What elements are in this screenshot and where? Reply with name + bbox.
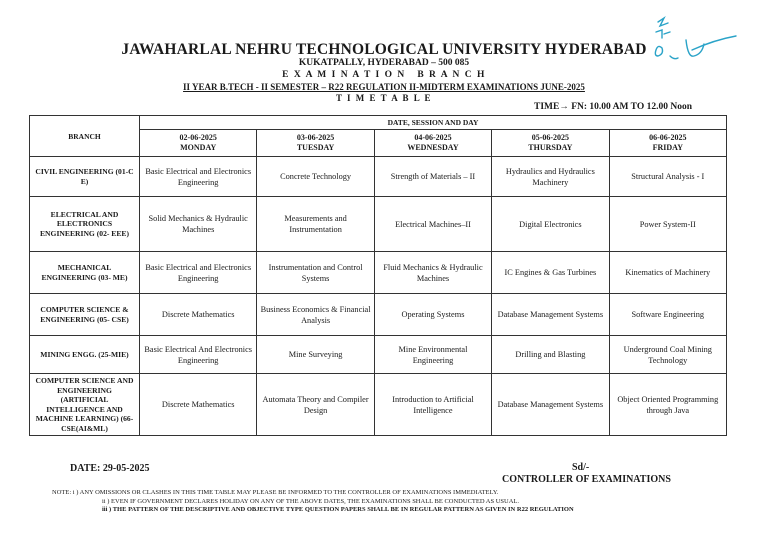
branch-header: BRANCH xyxy=(30,116,140,157)
university-title: JAWAHARLAL NEHRU TECHNOLOGICAL UNIVERSITY HYDERABAD xyxy=(121,41,647,58)
timetable xyxy=(29,115,727,436)
table-row xyxy=(30,336,727,374)
branch-cell: CIVIL ENGINEERING (01-C E) xyxy=(30,157,140,197)
table-row xyxy=(30,157,727,197)
branch-cell: ELECTRICAL AND ELECTRONICS ENGINEERING (02- EEE) xyxy=(30,197,140,252)
subject-cell: Strength of Materials – II xyxy=(374,157,491,197)
subject-cell: Solid Mechanics & Hydraulic Machines xyxy=(140,197,257,252)
subject-cell: Drilling and Blasting xyxy=(492,336,609,374)
subject-cell: Object Oriented Programming through Java xyxy=(609,374,726,436)
branch-cell: MINING ENGG. (25-MIE) xyxy=(30,336,140,374)
day-header: 03-06-2025 TUESDAY xyxy=(257,130,374,157)
subject-cell: Concrete Technology xyxy=(257,157,374,197)
subject-cell: Basic Electrical and Electronics Engineering xyxy=(140,252,257,294)
day-header: 06-06-2025 FRIDAY xyxy=(609,130,726,157)
table-row xyxy=(30,197,727,252)
day-header: 05-06-2025 THURSDAY xyxy=(492,130,609,157)
table-row xyxy=(30,252,727,294)
note-2: ii ) EVEN IF GOVERNMENT DECLARES HOLIDAY ON ANY OF THE ABOVE DATES, THE EXAMINATIONS SHALL BE CONDUCTED AS USUAL. xyxy=(102,498,520,505)
subject-cell: Basic Electrical and Electronics Engineering xyxy=(140,157,257,197)
subject-cell: Discrete Mathematics xyxy=(140,374,257,436)
table-row xyxy=(30,374,727,436)
subject-cell: Kinematics of Machinery xyxy=(609,252,726,294)
subject-cell: Structural Analysis - I xyxy=(609,157,726,197)
subject-cell: Introduction to Artificial Intelligence xyxy=(374,374,491,436)
subject-cell: Discrete Mathematics xyxy=(140,294,257,336)
subject-cell: Mine Environmental Engineering xyxy=(374,336,491,374)
subject-cell: Basic Electrical And Electronics Engineering xyxy=(140,336,257,374)
subject-cell: Fluid Mechanics & Hydraulic Machines xyxy=(374,252,491,294)
subject-cell: Database Management Systems xyxy=(492,374,609,436)
note-3: iii ) THE PATTERN OF THE DESCRIPTIVE AND OBJECTIVE TYPE QUESTION PAPERS SHALL BE IN REGULAR PATTERN AS GIVEN IN R22 REGULATION xyxy=(102,506,574,513)
day-header: 02-06-2025 MONDAY xyxy=(140,130,257,157)
exam-subtitle: II YEAR B.TECH - II SEMESTER – R22 REGULATION II-MIDTERM EXAMINATIONS JUNE-2025 xyxy=(183,82,585,92)
handwritten-signature xyxy=(644,10,740,80)
subject-cell: Mine Surveying xyxy=(257,336,374,374)
subject-cell: IC Engines & Gas Turbines xyxy=(492,252,609,294)
timetable-heading: T I M E T A B L E xyxy=(335,93,433,103)
examination-branch: E X A M I N A T I O N B R A N C H xyxy=(282,70,486,80)
signed-marker: Sd/- xyxy=(572,462,590,473)
note-1: NOTE: i ) ANY OMISSIONS OR CLASHES IN THIS TIME TABLE MAY PLEASE BE INFORMED TO THE CONTROLLER OF EXAMINATIONS IMMEDIATELY. xyxy=(52,489,499,496)
university-address: KUKATPALLY, HYDERABAD – 500 085 xyxy=(298,58,470,68)
subject-cell: Instrumentation and Control Systems xyxy=(257,252,374,294)
subject-cell: Hydraulics and Hydraulics Machinery xyxy=(492,157,609,197)
subject-cell: Measurements and Instrumentation xyxy=(257,197,374,252)
subject-cell: Underground Coal Mining Technology xyxy=(609,336,726,374)
subject-cell: Electrical Machines–II xyxy=(374,197,491,252)
branch-cell: COMPUTER SCIENCE AND ENGINEERING (ARTIFICIAL INTELLIGENCE AND MACHINE LEARNING) (66-CSE(AI&ML) xyxy=(30,374,140,436)
branch-cell: COMPUTER SCIENCE & ENGINEERING (05- CSE) xyxy=(30,294,140,336)
subject-cell: Database Management Systems xyxy=(492,294,609,336)
controller-title: CONTROLLER OF EXAMINATIONS xyxy=(502,474,671,485)
subject-cell: Business Economics & Financial Analysis xyxy=(257,294,374,336)
table-row xyxy=(30,294,727,336)
subject-cell: Automata Theory and Compiler Design xyxy=(257,374,374,436)
exam-time: TIME→ FN: 10.00 AM TO 12.00 Noon xyxy=(534,102,692,112)
subject-cell: Software Engineering xyxy=(609,294,726,336)
session-header: DATE, SESSION AND DAY xyxy=(140,116,727,130)
subject-cell: Operating Systems xyxy=(374,294,491,336)
subject-cell: Digital Electronics xyxy=(492,197,609,252)
branch-cell: MECHANICAL ENGINEERING (03- ME) xyxy=(30,252,140,294)
issue-date: DATE: 29-05-2025 xyxy=(70,463,150,474)
day-header: 04-06-2025 WEDNESDAY xyxy=(374,130,491,157)
subject-cell: Power System-II xyxy=(609,197,726,252)
